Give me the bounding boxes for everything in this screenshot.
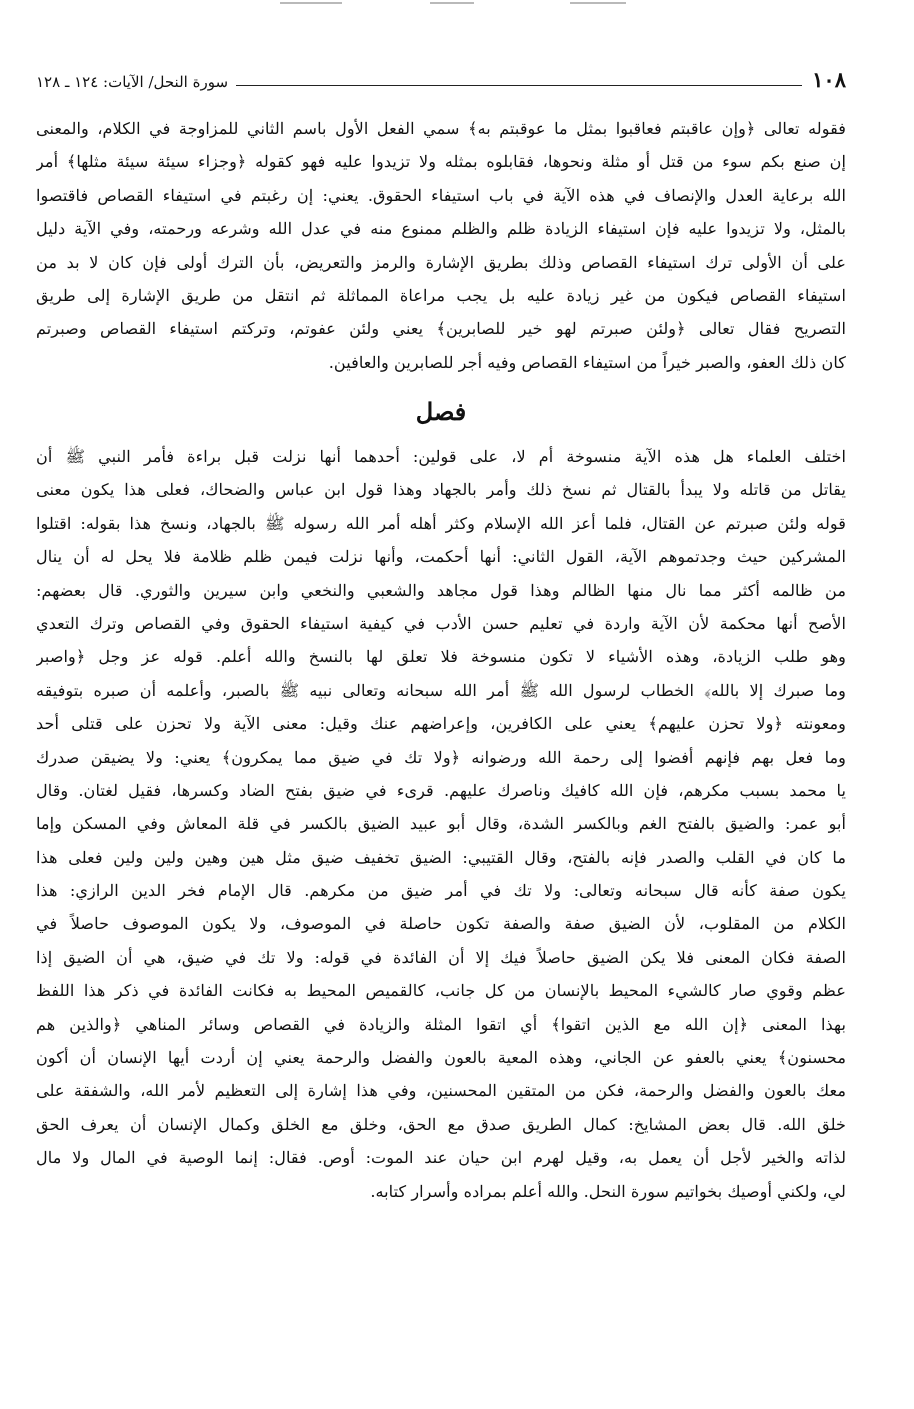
text-line: من ظالمه أكثر مما نال منها الظالم وهذا قول مجاهد والشعبي والنخعي وابن سيرين والثوري. قال بعضهم:: [36, 580, 846, 600]
text-line: وما فعل بهم فإنهم أفضوا إلى رحمة الله ورضوانه ﴿ولا تك في ضيق مما يمكرون﴾ يعني: ولا يضيقن صدرك: [36, 747, 846, 767]
text-line: قوله ولئن صبرتم عن القتال، فلما أعز الله الإسلام وكثر أهله أمر الله رسوله ﷺ بالجهاد، ونسخ هذا بقوله: اقتلوا: [36, 513, 846, 533]
text-line: يا محمد بسبب مكرهم، فإن الله كافيك وناصرك عليهم. قرىء في ضيق بفتح الضاد وكسرها، فقيل لغتان. وقال: [36, 780, 846, 800]
text-line: التصريح فقال تعالى ﴿ولئن صبرتم لهو خير للصابرين﴾ يعني ولئن عفوتم، وتركتم استيفاء القصاص وصبرتم: [36, 319, 846, 339]
text-line: بالمثل، ولا تزيدوا عليه فإن استيفاء الزيادة ظلم والظلم ممنوع منه في عدل الله وشرعه ورحمته، وفي الآية دليل: [36, 219, 846, 239]
text-line: يقاتل من قاتله ولا يبدأ بالقتال ثم نسخ ذلك وأمر بالجهاد وهذا قول ابن عباس والضحاك، فعلى هذا يكون معنى: [36, 480, 846, 500]
text-line: محسنون﴾ يعني بالعفو عن الجاني، وهذه المعية بالعون والفضل والرحمة يعني إن أردت أيها الإنسان أن أكون: [36, 1048, 846, 1068]
paragraph-2: [36, 440, 846, 1208]
text-line: الله برعاية العدل والإنصاف في هذه الآية في باب استيفاء الحقوق. يعني: إن رغبتم في استيفاء القصاص فاقتصوا: [36, 185, 846, 205]
text-line: ومعونته ﴿ولا تحزن عليهم﴾ يعني على الكافرين، وإعراضهم عنك وقيل: معنى الآية ولا تحزن على قتلى أحد: [36, 714, 846, 734]
text-line: لذاته والخير لأجل أن يعمل به، وقيل لهرم ابن حيان عند الموت: أوص. فقال: إنما الوصية في المال ولا مال: [36, 1148, 846, 1168]
text-line: لي، ولكني أوصيك بخواتيم سورة النحل. والله أعلم بمراده وأسرار كتابه.: [370, 1181, 846, 1201]
text-line: وما صبرك إلا بالله﴾ الخطاب لرسول الله ﷺ أمر الله سبحانه وتعالى نبيه ﷺ بالصبر، وأعلمه أن صبره بتوفيقه: [36, 680, 846, 700]
text-line: بهذا المعنى ﴿إن الله مع الذين اتقوا﴾ أي اتقوا المثلة والزيادة في القصاص وسائر المناهي ﴿والذين هم: [36, 1014, 846, 1034]
paragraph-1: [36, 112, 846, 379]
text-line: خلق الله. قال بعض المشايخ: كمال الطريق صدق مع الحق، وخلق مع الخلق وكمال الإنسان أن يعرف الحق: [36, 1114, 846, 1134]
text-line: عظم وقوي صار كالشيء المحيط بالإنسان من كل جانب، كالقميص المحيط به فكانت الفائدة في ذكر هذا اللفظ: [36, 981, 846, 1001]
text-line: أبو عمر: والضيق بالفتح الغم وبالكسر الشدة، وقال أبو عبيد الضيق بالكسر في قلة المعاش وفي المسكن وإما: [36, 814, 846, 834]
page-number: ١٠٨: [812, 67, 846, 92]
text-line: وهو طلب الزيادة، وهذه الأشياء لا تكون منسوخة فلا تعلق لها بالنسخ والله أعلم. قوله عز وجل ﴿واصبر: [36, 647, 846, 667]
text-line: على أن الأولى ترك استيفاء القصاص وذلك بطريق الإشارة والرمز والتعريض، بأن الترك أولى فإن كان لا بد من: [36, 252, 846, 272]
text-line: الكلام من المقلوب، لأن الضيق صفة والصفة تكون حاصلة في الموصوف، ولا يكون الموصوف حاصلاً في: [36, 914, 846, 934]
text-line: فقوله تعالى ﴿وإن عاقبتم فعاقبوا بمثل ما عوقبتم به﴾ سمي الفعل الأول باسم الثاني للمزاوجة في الكلام، والمعنى: [36, 119, 846, 138]
text-line: الأصح أنها محكمة لأن الآية واردة في تعليم حسن الأدب في كيفية استيفاء الحقوق وفي القصاص وترك التعدي: [36, 613, 846, 633]
running-header: [36, 62, 846, 92]
text-line: ما كان في القلب والصدر فإنه بالفتح، وقال القتيبي: الضيق تخفيف ضيق مثل هين وهين ولين ولين فعلى هذا: [36, 847, 846, 867]
text-line: يكون صفة كأنه قال سبحانه وتعالى: ولا تك في أمر ضيق من مكرهم. قال الإمام فخر الدين الرازي: هذا: [36, 881, 846, 901]
text-line: إن صنع بكم سوء من قتل أو مثلة ونحوها، فقابلوه بمثله ولا تزيدوا عليه فهو كقوله ﴿وجزاء سيئة سيئة مثلها﴾ أمر: [36, 152, 846, 172]
text-line: كان ذلك العفو، والصبر خيراً من استيفاء القصاص وفيه أجر للصابرين والعافين.: [328, 352, 846, 372]
section-heading: فصل: [415, 397, 467, 426]
text-line: معك بالعون والفضل والرحمة، فكن من المتقين المحسنين، وفي هذا إشارة إلى التعظيم لأمر الله، والشفقة على: [36, 1081, 846, 1101]
scan-edge-marks: [280, 0, 640, 6]
header-title: سورة النحل/ الآيات: ١٢٤ ـ ١٢٨: [36, 73, 229, 91]
text-line: المشركين حيث وجدتموهم الآية، القول الثاني: أنها أحكمت، وأنها نزلت فيمن ظلم ظلامة فلا يحل له أن ينال: [36, 547, 846, 567]
text-line: اختلف العلماء هل هذه الآية منسوخة أم لا، على قولين: أحدهما أنها نزلت قبل براءة فأمر النبي ﷺ أن: [36, 447, 846, 466]
header-rule: [236, 85, 802, 86]
text-line: استيفاء القصاص فيكون من غير زيادة عليه بل يجب مراعاة المماثلة ثم انتقل من طريق الإشارة إلى طريق: [36, 285, 846, 305]
text-line: الصفة فكان المعنى فلا يكن الضيق حاصلاً فيك إلا أن الفائدة في قوله: ولا تك في ضيق، هي أن الضيق إذا: [36, 947, 846, 967]
